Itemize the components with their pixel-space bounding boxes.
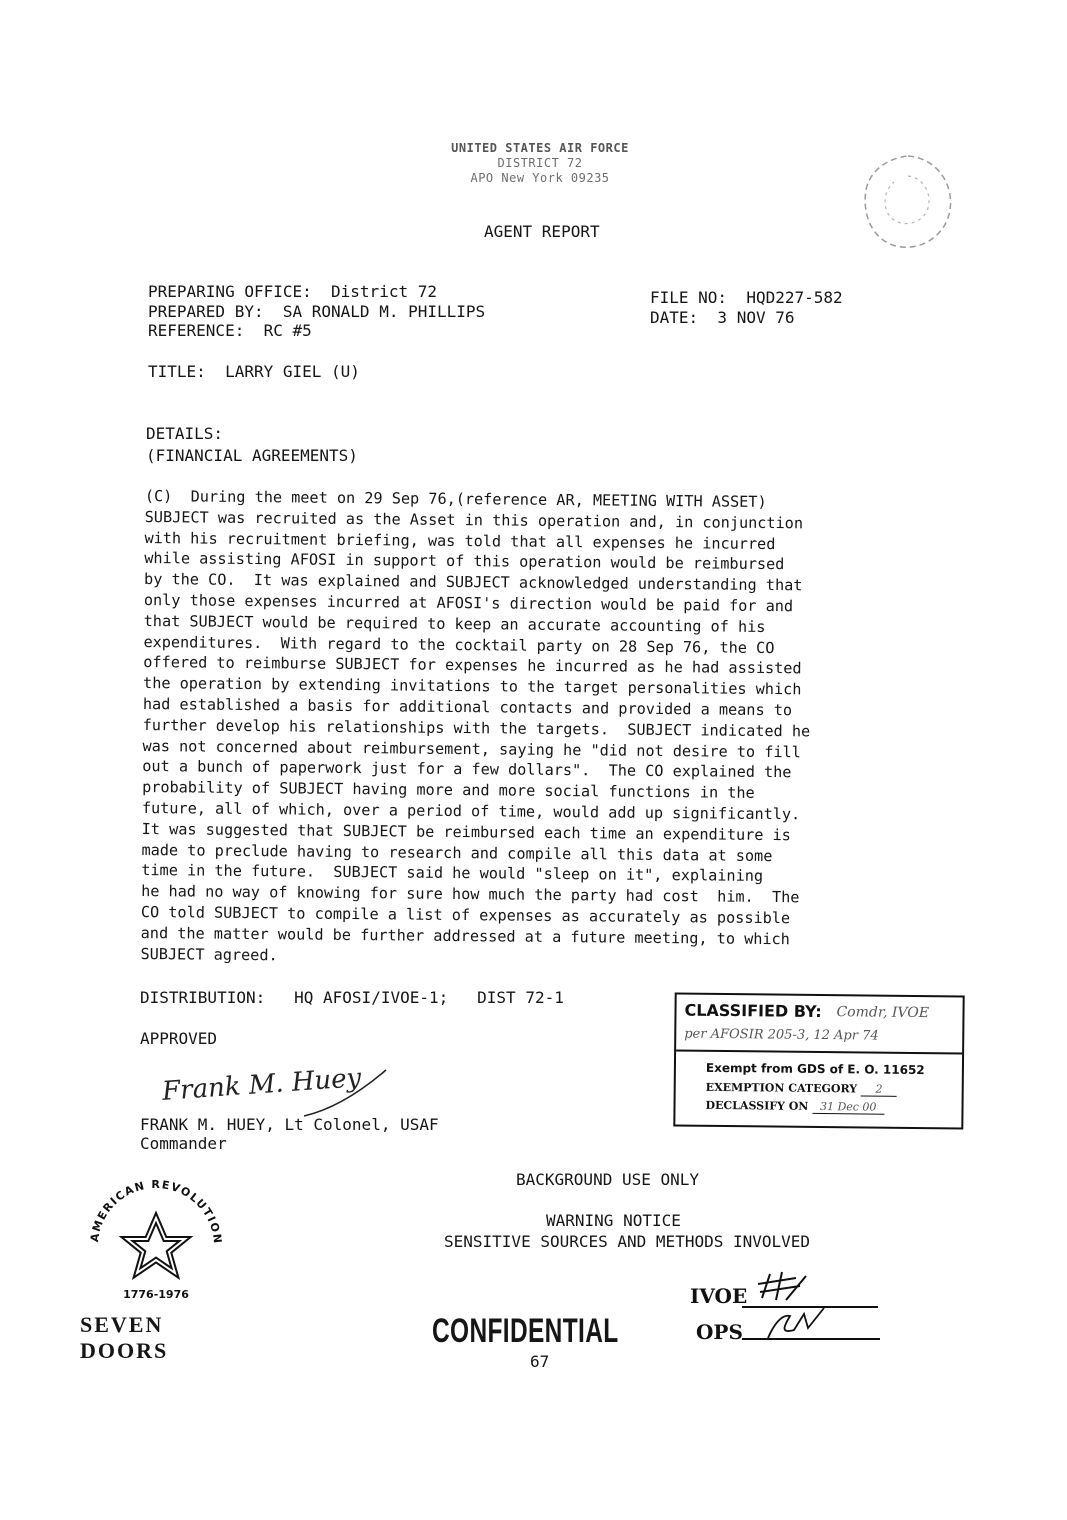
bicentennial-seal — [76, 1176, 236, 1363]
classified-by-authority: per AFOSIR 205-3, 12 Apr 74 — [684, 1026, 879, 1044]
details-paragraph — [140, 486, 812, 971]
details-line: he had no way of knowing for sure how much the party had cost him. The — [141, 882, 800, 907]
report-date: DATE: 3 NOV 76 — [650, 308, 795, 327]
details-line: time in the future. SUBJECT said he would "sleep on it", explaining — [141, 861, 764, 886]
details-line: expenditures. With regard to the cocktail party on 28 Sep 76, the CO — [143, 632, 775, 657]
exemption-category-label: EXEMPTION CATEGORY — [705, 1080, 858, 1096]
declassify-label: DECLASSIFY ON — [705, 1098, 809, 1113]
declassify-value: 31 Dec 00 — [812, 1100, 884, 1115]
signer-title: Commander — [140, 1134, 227, 1153]
details-line: further develop his relationships with the targets. SUBJECT indicated he — [142, 715, 811, 741]
details-subheading: (FINANCIAL AGREEMENTS) — [146, 446, 358, 465]
details-line: SUBJECT was recruited as the Asset in this operation and, in conjunction — [144, 507, 804, 533]
details-line: the operation by extending invitations to the target personalities which — [143, 674, 802, 699]
ops-label: OPS — [696, 1320, 743, 1344]
exemption-row — [706, 1081, 897, 1097]
signer-name: FRANK M. HUEY, Lt Colonel, USAF — [140, 1115, 439, 1134]
letterhead-line-3: APO New York 09235 — [470, 171, 610, 185]
declassify-row — [705, 1099, 884, 1115]
seal-years: 1776-1976 — [123, 1288, 189, 1301]
details-line: only those expenses incurred at AFOSI's direction would be paid for and — [143, 590, 794, 616]
reference: REFERENCE: RC #5 — [148, 321, 312, 340]
exempt-line: Exempt from GDS of E. O. 11652 — [705, 1060, 925, 1078]
letterhead-line-1: UNITED STATES AIR FORCE — [451, 141, 629, 155]
letterhead-line-2: DISTRICT 72 — [497, 156, 583, 170]
details-line: (C) During the meet on 29 Sep 76,(reference AR, MEETING WITH ASSET) — [144, 486, 767, 511]
subject-title: TITLE: LARRY GIEL (U) — [148, 362, 360, 381]
details-line: by the CO. It was explained and SUBJECT acknowledged understanding that — [144, 570, 803, 595]
routing-block — [690, 1270, 890, 1350]
details-line: with his recruitment briefing, was told that all expenses he incurred — [144, 528, 776, 553]
details-line: probability of SUBJECT having more and more social functions in the — [142, 778, 755, 803]
seven-doors-mark: SEVEN DOORS — [80, 1312, 169, 1363]
warning-notice-detail: SENSITIVE SOURCES AND METHODS INVOLVED — [444, 1232, 811, 1251]
seal-ring-text: AMERICAN REVOLUTION — [88, 1177, 225, 1246]
details-line: while assisting AFOSI in support of this operation would be reimbursed — [144, 549, 785, 574]
details-line: was not concerned about reimbursement, saying he "did not desire to fill — [142, 736, 801, 761]
details-line: offered to reimburse SUBJECT for expenses he incurred as he had assisted — [143, 653, 802, 678]
page-number: 67 — [530, 1352, 550, 1371]
approved-label: APPROVED — [140, 1029, 218, 1048]
prepared-by: PREPARED BY: SA RONALD M. PHILLIPS — [148, 302, 486, 321]
classified-by-section — [676, 995, 963, 1055]
details-line: that SUBJECT would be required to keep an accurate accounting of his — [143, 611, 766, 636]
distribution: DISTRIBUTION: HQ AFOSI/IVOE-1; DIST 72-1 — [140, 988, 564, 1007]
details-line: It was suggested that SUBJECT be reimbursed each time an expenditure is — [141, 819, 791, 844]
bicentennial-star-emblem — [76, 1176, 236, 1311]
details-line: out a bunch of paperwork just for a few dollars". The CO explained the — [142, 757, 792, 782]
details-line: CO told SUBJECT to compile a list of expenses as accurately as possible — [140, 902, 791, 928]
details-line: made to preclude having to research and compile all this data at some — [141, 840, 773, 865]
exemption-category-value: 2 — [861, 1082, 897, 1096]
classified-by-label: CLASSIFIED BY: — [684, 1000, 822, 1022]
details-line: and the matter would be further addressed at a future meeting, to which — [140, 923, 790, 948]
preparing-office: PREPARING OFFICE: District 72 — [148, 282, 437, 301]
confidential-marking: CONFIDENTIAL — [432, 1312, 619, 1350]
details-line: future, all of which, over a period of time, would add up significantly. — [141, 798, 801, 824]
classified-by-handwritten: Comdr, IVOE — [836, 1004, 930, 1022]
ivoe-label: IVOE — [690, 1284, 748, 1308]
warning-notice-title: WARNING NOTICE — [546, 1211, 681, 1230]
details-label: DETAILS: — [146, 424, 224, 443]
details-line: had established a basis for additional contacts and provided a means to — [142, 694, 793, 720]
commander-signature: Frank M. Huey — [161, 1063, 363, 1107]
details-line: SUBJECT agreed. — [140, 944, 278, 964]
ops-initials — [760, 1304, 830, 1344]
file-number: FILE NO: HQD227-582 — [650, 288, 843, 307]
letterhead — [340, 141, 740, 186]
faded-seal-stamp — [858, 148, 958, 258]
background-use-notice: BACKGROUND USE ONLY — [516, 1170, 700, 1189]
report-title: AGENT REPORT — [484, 222, 600, 241]
classification-stamp — [673, 992, 964, 1129]
